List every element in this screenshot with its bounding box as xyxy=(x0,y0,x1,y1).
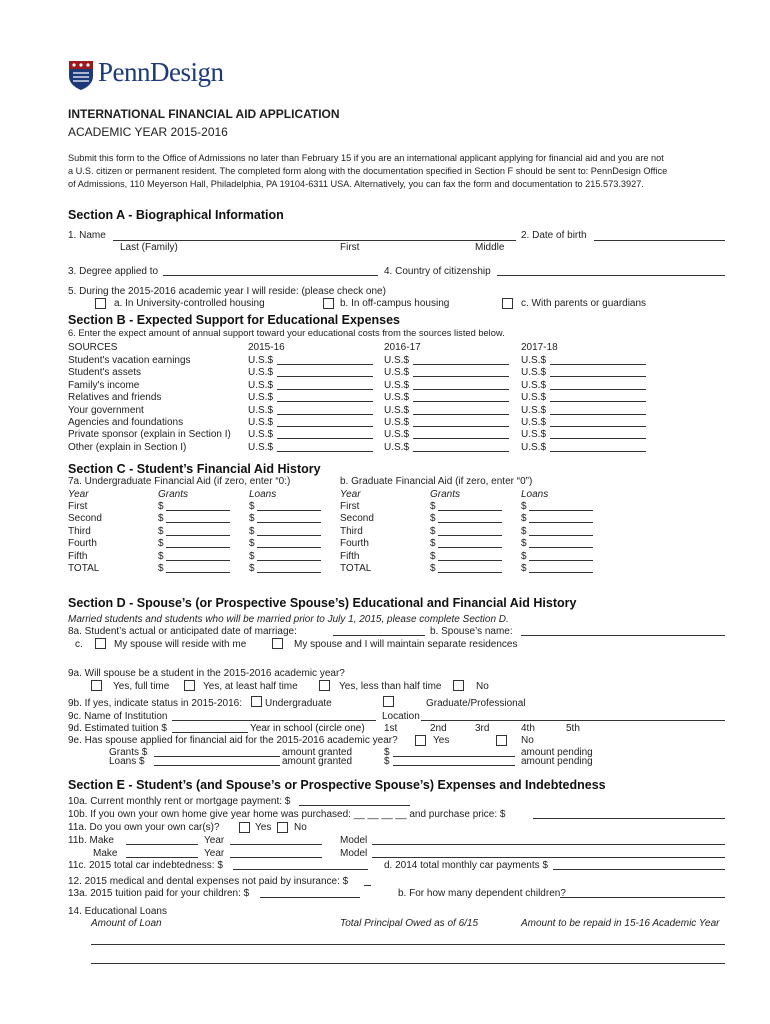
support-amount-field[interactable] xyxy=(550,401,646,402)
currency-label: U.S.$ xyxy=(384,429,410,440)
medical-label: 12. 2015 medical and dental expenses not paid by insurance: $ xyxy=(68,876,349,887)
amount-of-loan-header: Amount of Loan xyxy=(91,918,162,929)
undergraduate-label: Undergraduate xyxy=(265,698,332,709)
gr-year-row-label: First xyxy=(340,501,360,512)
dollar-sign: $ xyxy=(249,538,255,549)
degree-label: 3. Degree applied to xyxy=(68,266,159,277)
ug-loans-field[interactable] xyxy=(257,522,321,523)
ug-grants-header: Grants xyxy=(158,489,189,500)
grants-pending-label: amount pending xyxy=(521,747,593,758)
currency-label: U.S.$ xyxy=(248,380,274,391)
first-label: First xyxy=(340,242,360,253)
spouse-aid-no-label: No xyxy=(521,735,534,746)
ug-year-row-label: Fifth xyxy=(68,551,88,562)
currency-label: U.S.$ xyxy=(248,367,274,378)
dollar-sign: $ xyxy=(521,501,527,512)
ug-year-row-label: TOTAL xyxy=(68,563,100,574)
year-4th-option[interactable]: 4th xyxy=(521,723,535,734)
year-2nd-option[interactable]: 2nd xyxy=(430,723,447,734)
undergrad-aid-title: 7a. Undergraduate Financial Aid (if zero, enter “0:) xyxy=(68,476,291,487)
support-amount-field[interactable] xyxy=(413,376,509,377)
dollar-sign: $ xyxy=(158,538,164,549)
rent-field[interactable] xyxy=(299,805,410,806)
spouse-grants-pending-field[interactable] xyxy=(393,756,515,757)
currency-label: U.S.$ xyxy=(521,442,547,453)
graduate-checkbox[interactable] xyxy=(383,696,394,707)
support-amount-field[interactable] xyxy=(413,364,509,365)
spouse-student-question: 9a. Will spouse be a student in the 2015-2016 academic year? xyxy=(68,668,345,679)
currency-label: U.S.$ xyxy=(248,405,274,416)
reside-parents-label: c. With parents or guardians xyxy=(521,298,647,309)
ug-year-row-label: Second xyxy=(68,513,102,524)
marriage-date-label: 8a. Student’s actual or anticipated date of marriage: xyxy=(68,626,297,637)
rent-label: 10a. Current monthly rent or mortgage payment: $ xyxy=(68,796,291,807)
support-amount-field[interactable] xyxy=(413,414,509,415)
ug-year-row-label: Third xyxy=(68,526,91,537)
dollar-sign: $ xyxy=(521,551,527,562)
currency-label: U.S.$ xyxy=(521,405,547,416)
currency-label: U.S.$ xyxy=(521,380,547,391)
currency-label: U.S.$ xyxy=(521,392,547,403)
ug-loans-header: Loans xyxy=(249,489,277,500)
full-time-label: Yes, full time xyxy=(113,681,170,692)
dollar-sign: $ xyxy=(430,538,436,549)
year-3rd-option[interactable]: 3rd xyxy=(475,723,490,734)
year-1st-option[interactable]: 1st xyxy=(384,723,398,734)
support-amount-field[interactable] xyxy=(277,438,373,439)
car-year-label-1: Year xyxy=(204,835,225,846)
support-amount-field[interactable] xyxy=(550,376,646,377)
reside-parents-checkbox[interactable] xyxy=(502,298,513,309)
section-c-title: Section C - Student’s Financial Aid History xyxy=(68,462,321,476)
intro-line-2: a U.S. citizen or permanent resident. The completed form along with the documentation specified in Section F should be sent to: PennDesign Office xyxy=(68,166,668,176)
location-label: Location xyxy=(382,711,420,722)
source-label: Family's income xyxy=(68,380,140,391)
purchase-price-field[interactable] xyxy=(533,818,725,819)
section-e-title: Section E - Student’s (and Spouse’s or Prospective Spouse’s) Expenses and Indebtedness xyxy=(68,778,606,792)
name-label: 1. Name xyxy=(68,230,106,241)
dollar-sign: $ xyxy=(249,501,255,512)
separate-residences-label: My spouse and I will maintain separate residences xyxy=(294,639,518,650)
half-time-checkbox[interactable] xyxy=(184,680,195,691)
gr-year-header: Year xyxy=(340,489,361,500)
dollar-sign: $ xyxy=(158,526,164,537)
currency-label: U.S.$ xyxy=(248,442,274,453)
dollar-sign: $ xyxy=(430,563,436,574)
gr-year-row-label: Third xyxy=(340,526,363,537)
gr-grants-field[interactable] xyxy=(438,560,502,561)
marriage-date-field[interactable] xyxy=(333,635,425,636)
name-field[interactable] xyxy=(113,240,516,241)
ug-grants-field[interactable] xyxy=(166,572,230,573)
section-a-title: Section A - Biographical Information xyxy=(68,208,284,222)
reside-off-campus-checkbox[interactable] xyxy=(323,298,334,309)
spouse-aid-yes-label: Yes xyxy=(433,735,450,746)
support-amount-field[interactable] xyxy=(413,438,509,439)
home-purchase-label: 10b. If you own your own home give year home was purchased: __ __ __ __ and purchase price: $ xyxy=(68,809,506,820)
child-tuition-label: 13a. 2015 tuition paid for your children: $ xyxy=(68,888,250,899)
institution-label: 9c. Name of Institution xyxy=(68,711,168,722)
form-title: INTERNATIONAL FINANCIAL AID APPLICATION xyxy=(68,107,340,121)
car-make-label-2: Make xyxy=(93,848,118,859)
intro-line-3: of Admissions, 110 Meyerson Hall, Philadelphia, PA 19104-6311 USA. Alternatively, you can fax the form and documentation to 215.573.3927. xyxy=(68,179,644,189)
car-year-label-2: Year xyxy=(204,848,225,859)
ug-loans-field[interactable] xyxy=(257,510,321,511)
currency-label: U.S.$ xyxy=(521,355,547,366)
car-year-field-1[interactable] xyxy=(230,844,322,845)
currency-label: U.S.$ xyxy=(248,392,274,403)
amount-repaid-header: Amount to be repaid in 15-16 Academic Year xyxy=(521,918,720,929)
reside-label: 5. During the 2015-2016 academic year I will reside: (please check one) xyxy=(68,286,386,297)
dollar-sign: $ xyxy=(430,526,436,537)
spouse-loans-granted-field[interactable] xyxy=(154,765,280,766)
spouse-aid-no-checkbox[interactable] xyxy=(496,735,507,746)
own-car-yes-checkbox[interactable] xyxy=(239,822,250,833)
spouse-reside-checkbox[interactable] xyxy=(95,638,106,649)
ug-grants-field[interactable] xyxy=(166,535,230,536)
support-amount-field[interactable] xyxy=(277,414,373,415)
currency-label: U.S.$ xyxy=(384,367,410,378)
gr-grants-field[interactable] xyxy=(438,510,502,511)
source-label: Your government xyxy=(68,405,144,416)
currency-label: U.S.$ xyxy=(248,429,274,440)
loans-pending-dollar: $ xyxy=(384,756,390,767)
dollar-sign: $ xyxy=(158,563,164,574)
dob-field[interactable] xyxy=(594,240,725,241)
tuition-label: 9d. Estimated tuition $ xyxy=(68,723,167,734)
child-tuition-field[interactable] xyxy=(260,897,360,898)
support-amount-field[interactable] xyxy=(277,451,373,452)
source-label: Student's vacation earnings xyxy=(68,355,191,366)
dollar-sign: $ xyxy=(430,501,436,512)
support-amount-field[interactable] xyxy=(550,426,646,427)
currency-label: U.S.$ xyxy=(384,380,410,391)
intro-line-1: Submit this form to the Office of Admissions no later than February 15 if you are an international applicant applying for financial aid and you are not xyxy=(68,153,664,163)
section-b-title: Section B - Expected Support for Educational Expenses xyxy=(68,313,401,327)
spouse-name-label: b. Spouse’s name: xyxy=(430,626,513,637)
dollar-sign: $ xyxy=(158,513,164,524)
currency-label: U.S.$ xyxy=(521,417,547,428)
academic-year: ACADEMIC YEAR 2015-2016 xyxy=(68,125,228,139)
loan-row-2-field[interactable] xyxy=(91,963,725,964)
sources-header: SOURCES xyxy=(68,342,118,353)
ug-year-row-label: Fourth xyxy=(68,538,97,549)
separate-residences-checkbox[interactable] xyxy=(272,638,283,649)
not-student-checkbox[interactable] xyxy=(453,680,464,691)
support-amount-field[interactable] xyxy=(277,364,373,365)
car-model-label-2: Model xyxy=(340,848,368,859)
section-b-intro: 6. Enter the expect amount of annual support toward your educational costs from the sources listed below. xyxy=(68,328,505,338)
dollar-sign: $ xyxy=(249,526,255,537)
car-debt-label: 11c. 2015 total car indebtedness: $ xyxy=(68,860,223,871)
gr-loans-field[interactable] xyxy=(529,560,593,561)
currency-label: U.S.$ xyxy=(521,367,547,378)
currency-label: U.S.$ xyxy=(521,429,547,440)
source-label: Other (explain in Section I) xyxy=(68,442,187,453)
gr-year-row-label: Fourth xyxy=(340,538,369,549)
support-amount-field[interactable] xyxy=(277,426,373,427)
car-payments-field[interactable] xyxy=(553,869,725,870)
gr-loans-field[interactable] xyxy=(529,535,593,536)
grants-granted-label: amount granted xyxy=(282,747,353,758)
car-year-field-2[interactable] xyxy=(230,857,322,858)
currency-label: U.S.$ xyxy=(248,355,274,366)
support-amount-field[interactable] xyxy=(413,451,509,452)
dollar-sign: $ xyxy=(158,551,164,562)
car-make-label: 11b. Make xyxy=(68,835,114,846)
support-amount-field[interactable] xyxy=(413,389,509,390)
loans-pending-label: amount pending xyxy=(521,756,593,767)
dollar-sign: $ xyxy=(249,563,255,574)
car-make-field-1[interactable] xyxy=(126,844,198,845)
support-amount-field[interactable] xyxy=(550,364,646,365)
dollar-sign: $ xyxy=(430,513,436,524)
spouse-aid-yes-checkbox[interactable] xyxy=(415,735,426,746)
last-family-label: Last (Family) xyxy=(120,242,178,253)
own-car-no-checkbox[interactable] xyxy=(277,822,288,833)
gr-loans-field[interactable] xyxy=(529,522,593,523)
own-car-no-label: No xyxy=(294,822,307,833)
dollar-sign: $ xyxy=(249,551,255,562)
gr-grants-header: Grants xyxy=(430,489,461,500)
spouse-grants-granted-field[interactable] xyxy=(154,756,280,757)
source-label: Student's assets xyxy=(68,367,142,378)
less-half-time-checkbox[interactable] xyxy=(319,680,330,691)
dependents-label: b. For how many dependent children? xyxy=(398,888,566,899)
ug-loans-field[interactable] xyxy=(257,547,321,548)
currency-label: U.S.$ xyxy=(384,442,410,453)
spouse-status-label: 9b. If yes, indicate status in 2015-2016: xyxy=(68,698,242,709)
reside-university-label: a. In University-controlled housing xyxy=(114,298,265,309)
citizenship-field[interactable] xyxy=(497,275,725,276)
ug-year-header: Year xyxy=(68,489,89,500)
gr-loans-field[interactable] xyxy=(529,547,593,548)
not-student-label: No xyxy=(476,681,489,692)
location-field[interactable] xyxy=(421,720,725,721)
degree-field[interactable] xyxy=(163,275,378,276)
spouse-grants-label: Grants $ xyxy=(109,747,148,758)
year-2017-header: 2017-18 xyxy=(521,342,558,353)
year-2015-header: 2015-16 xyxy=(248,342,285,353)
gr-grants-field[interactable] xyxy=(438,522,502,523)
support-amount-field[interactable] xyxy=(277,389,373,390)
ug-grants-field[interactable] xyxy=(166,522,230,523)
support-amount-field[interactable] xyxy=(550,389,646,390)
gr-loans-field[interactable] xyxy=(529,572,593,573)
car-debt-field[interactable] xyxy=(233,869,368,870)
citizenship-label: 4. Country of citizenship xyxy=(384,266,491,277)
medical-field[interactable] xyxy=(364,885,371,886)
support-amount-field[interactable] xyxy=(550,451,646,452)
currency-label: U.S.$ xyxy=(384,405,410,416)
loans-granted-label: amount granted xyxy=(282,756,353,767)
brand-name: PennDesign xyxy=(98,57,224,87)
source-label: Agencies and foundations xyxy=(68,417,184,428)
ug-loans-field[interactable] xyxy=(257,560,321,561)
undergraduate-checkbox[interactable] xyxy=(251,696,262,707)
spouse-reside-label: My spouse will reside with me xyxy=(114,639,247,650)
support-amount-field[interactable] xyxy=(277,401,373,402)
reside-university-checkbox[interactable] xyxy=(95,298,106,309)
institution-field[interactable] xyxy=(172,720,376,721)
ug-grants-field[interactable] xyxy=(166,510,230,511)
q8c-label: c. xyxy=(75,639,83,650)
grad-aid-title: b. Graduate Financial Aid (if zero, enter “0”) xyxy=(340,476,533,487)
support-amount-field[interactable] xyxy=(550,438,646,439)
source-label: Private sponsor (explain in Section I) xyxy=(68,429,231,440)
graduate-label: Graduate/Professional xyxy=(426,698,526,709)
middle-label: Middle xyxy=(475,242,505,253)
support-amount-field[interactable] xyxy=(277,376,373,377)
spouse-loans-label: Loans $ xyxy=(109,756,145,767)
gr-year-row-label: Fifth xyxy=(340,551,360,562)
dollar-sign: $ xyxy=(521,513,527,524)
school-year-label: Year in school (circle one) xyxy=(250,723,365,734)
full-time-checkbox[interactable] xyxy=(91,680,102,691)
dob-label: 2. Date of birth xyxy=(521,230,587,241)
ug-year-row-label: First xyxy=(68,501,88,512)
dollar-sign: $ xyxy=(249,513,255,524)
tuition-field[interactable] xyxy=(172,732,248,733)
gr-grants-field[interactable] xyxy=(438,535,502,536)
currency-label: U.S.$ xyxy=(384,392,410,403)
gr-grants-field[interactable] xyxy=(438,547,502,548)
reside-off-campus-label: b. In off-campus housing xyxy=(340,298,450,309)
dollar-sign: $ xyxy=(521,526,527,537)
own-car-label: 11a. Do you own your own car(s)? xyxy=(68,822,220,833)
gr-year-row-label: Second xyxy=(340,513,374,524)
section-d-note: Married students and students who will be married prior to July 1, 2015, please complete Section D. xyxy=(68,614,509,625)
half-time-label: Yes, at least half time xyxy=(203,681,298,692)
ug-grants-field[interactable] xyxy=(166,560,230,561)
own-car-yes-label: Yes xyxy=(255,822,272,833)
dependents-field[interactable] xyxy=(560,897,725,898)
penn-shield-logo xyxy=(68,60,94,91)
ug-loans-field[interactable] xyxy=(257,572,321,573)
gr-grants-field[interactable] xyxy=(438,572,502,573)
loan-row-1-field[interactable] xyxy=(91,944,725,945)
currency-label: U.S.$ xyxy=(248,417,274,428)
support-amount-field[interactable] xyxy=(413,401,509,402)
car-model-field-2[interactable] xyxy=(372,857,725,858)
ug-grants-field[interactable] xyxy=(166,547,230,548)
support-amount-field[interactable] xyxy=(413,426,509,427)
car-model-label-1: Model xyxy=(340,835,368,846)
spouse-name-field[interactable] xyxy=(521,635,725,636)
grants-pending-dollar: $ xyxy=(384,747,390,758)
currency-label: U.S.$ xyxy=(384,417,410,428)
spouse-aid-question: 9e. Has spouse applied for financial aid for the 2015-2016 academic year? xyxy=(68,735,398,746)
less-half-time-label: Yes, less than half time xyxy=(339,681,442,692)
gr-loans-field[interactable] xyxy=(529,510,593,511)
year-2016-header: 2016-17 xyxy=(384,342,421,353)
total-principal-header: Total Principal Owed as of 6/15 xyxy=(340,918,479,929)
year-5th-option[interactable]: 5th xyxy=(566,723,580,734)
dollar-sign: $ xyxy=(430,551,436,562)
educational-loans-label: 14. Educational Loans xyxy=(68,906,167,917)
car-payments-label: d. 2014 total monthly car payments $ xyxy=(384,860,548,871)
car-model-field-1[interactable] xyxy=(372,844,725,845)
gr-year-row-label: TOTAL xyxy=(340,563,372,574)
dollar-sign: $ xyxy=(521,538,527,549)
gr-loans-header: Loans xyxy=(521,489,549,500)
spouse-loans-pending-field[interactable] xyxy=(393,765,515,766)
dollar-sign: $ xyxy=(158,501,164,512)
ug-loans-field[interactable] xyxy=(257,535,321,536)
car-make-field-2[interactable] xyxy=(126,857,198,858)
dollar-sign: $ xyxy=(521,563,527,574)
source-label: Relatives and friends xyxy=(68,392,162,403)
support-amount-field[interactable] xyxy=(550,414,646,415)
section-d-title: Section D - Spouse’s (or Prospective Spouse’s) Educational and Financial Aid History xyxy=(68,596,577,610)
currency-label: U.S.$ xyxy=(384,355,410,366)
